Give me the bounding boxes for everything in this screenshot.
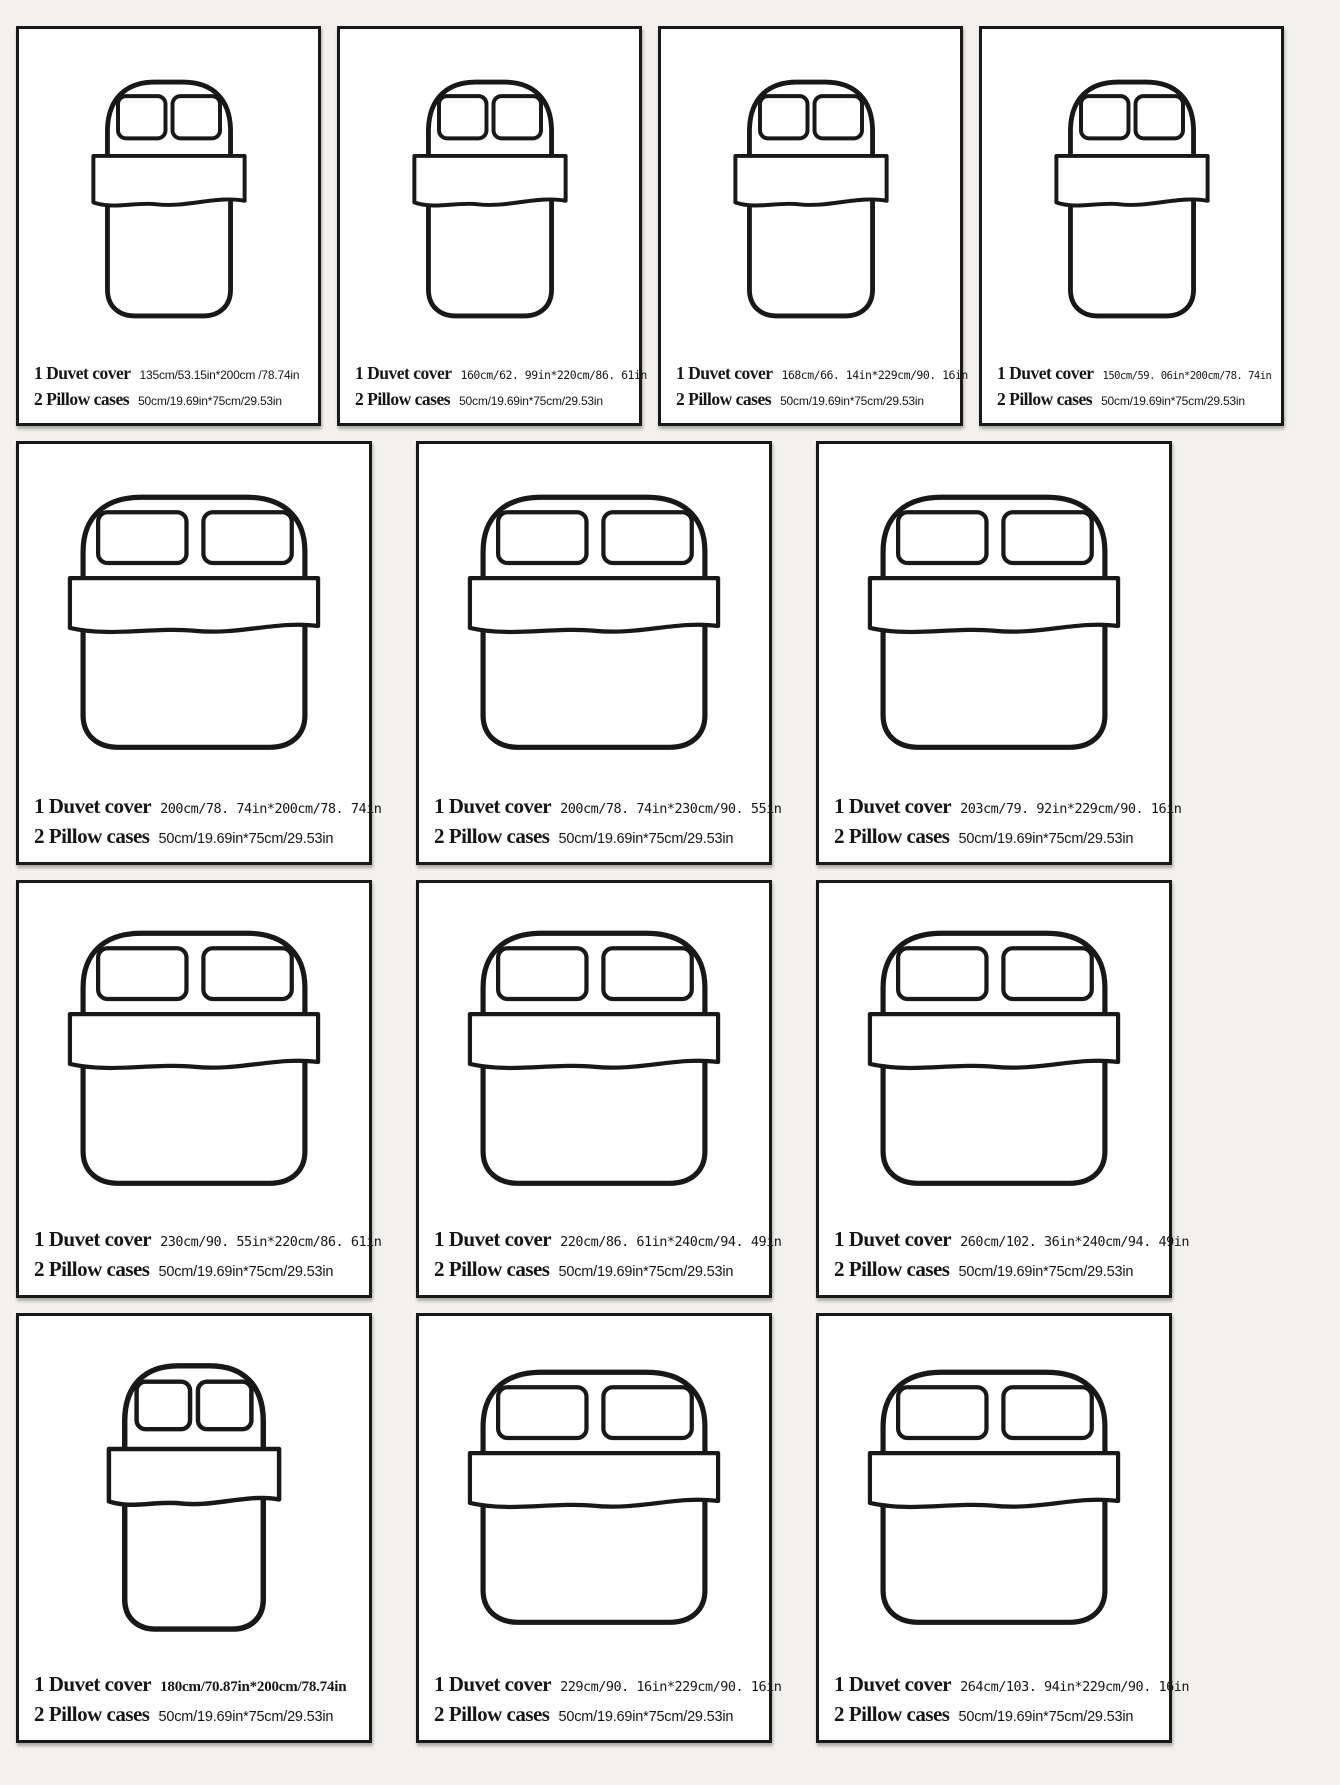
pillow-left <box>98 512 186 563</box>
bed-top-view-icon <box>453 482 735 755</box>
pillow-count-label: 2 Pillow cases <box>834 1702 950 1726</box>
pillow-count-label: 2 Pillow cases <box>34 389 130 409</box>
duvet-count-label: 1 Duvet cover <box>34 1672 152 1696</box>
pillow-size-value: 50cm/19.69in*75cm/29.53in <box>958 831 1134 847</box>
pillow-left <box>760 96 807 138</box>
bed-illustration <box>982 29 1281 358</box>
duvet-fold-band <box>870 578 1118 632</box>
pillow-spec-line <box>834 824 1161 849</box>
pillow-spec-line <box>434 1257 761 1282</box>
size-specs <box>819 1667 1189 1740</box>
pillow-size-value: 50cm/19.69in*75cm/29.53in <box>158 1264 334 1280</box>
bed-illustration <box>19 1316 369 1667</box>
size-specs <box>419 1222 782 1295</box>
bed-illustration <box>19 444 369 789</box>
pillow-spec-line <box>834 1702 1161 1727</box>
bed-top-view-icon <box>853 482 1135 755</box>
pillow-size-value: 50cm/19.69in*75cm/29.53in <box>958 1264 1134 1280</box>
pillow-left <box>1081 96 1128 138</box>
pillow-left <box>137 1382 190 1430</box>
size-specs <box>982 358 1281 423</box>
duvet-fold-band <box>470 1453 718 1507</box>
pillow-right <box>1003 948 1091 999</box>
bed-top-view-icon <box>402 68 578 323</box>
size-panel <box>337 26 647 426</box>
size-specs <box>819 1222 1189 1295</box>
bed-top-view-icon <box>53 918 335 1191</box>
duvet-fold-band <box>470 1014 718 1068</box>
pillow-left <box>898 948 986 999</box>
pillow-size-value: 50cm/19.69in*75cm/29.53in <box>558 1709 734 1725</box>
bed-illustration <box>340 29 639 358</box>
duvet-spec-line <box>676 363 968 384</box>
duvet-spec-line <box>355 363 647 384</box>
duvet-spec-line <box>434 1672 782 1697</box>
duvet-count-label: 1 Duvet cover <box>834 794 952 818</box>
duvet-fold-band <box>735 156 886 206</box>
duvet-spec-line <box>434 1227 782 1252</box>
size-specs <box>19 1667 369 1740</box>
duvet-fold-band <box>70 578 318 632</box>
pillow-count-label: 2 Pillow cases <box>434 1257 550 1281</box>
size-panel <box>16 1313 372 1743</box>
pillow-count-label: 2 Pillow cases <box>676 389 772 409</box>
duvet-fold-band <box>870 1014 1118 1068</box>
duvet-count-label: 1 Duvet cover <box>355 363 452 383</box>
bed-top-view-icon <box>853 918 1135 1191</box>
bed-top-view-icon <box>723 68 899 323</box>
pillow-spec-line <box>34 389 310 410</box>
pillow-spec-line <box>34 1257 361 1282</box>
pillow-size-value: 50cm/19.69in*75cm/29.53in <box>138 394 282 408</box>
size-specs <box>19 358 318 423</box>
pillow-right <box>603 948 691 999</box>
bed-illustration <box>419 1316 769 1667</box>
duvet-size-value: 203cm/79. 92in*229cm/90. 16in <box>960 801 1182 817</box>
pillow-spec-line <box>34 1702 361 1727</box>
duvet-fold-band <box>870 1453 1118 1507</box>
pillow-right <box>1003 512 1091 563</box>
size-specs <box>419 789 782 862</box>
pillow-count-label: 2 Pillow cases <box>434 1702 550 1726</box>
pillow-spec-line <box>997 389 1273 410</box>
size-specs <box>19 789 382 862</box>
duvet-size-value: 220cm/86. 61in*240cm/94. 49in <box>560 1234 782 1250</box>
duvet-size-value: 200cm/78. 74in*200cm/78. 74in <box>160 801 382 817</box>
size-panel <box>979 26 1284 426</box>
bed-illustration <box>819 883 1169 1222</box>
size-panel <box>416 1313 782 1743</box>
size-chart-row-3 <box>16 880 1326 1298</box>
size-specs <box>19 1222 382 1295</box>
duvet-count-label: 1 Duvet cover <box>997 363 1094 383</box>
duvet-count-label: 1 Duvet cover <box>34 794 152 818</box>
size-specs <box>419 1667 782 1740</box>
duvet-count-label: 1 Duvet cover <box>834 1227 952 1251</box>
pillow-right <box>203 948 291 999</box>
pillow-size-value: 50cm/19.69in*75cm/29.53in <box>558 831 734 847</box>
size-specs <box>340 358 647 423</box>
duvet-size-value: 229cm/90. 16in*229cm/90. 16in <box>560 1679 782 1695</box>
pillow-count-label: 2 Pillow cases <box>997 389 1093 409</box>
duvet-size-value: 135cm/53.15in*200cm /78.74in <box>139 368 300 382</box>
size-panel <box>416 880 782 1298</box>
size-panel <box>416 441 782 865</box>
pillow-right <box>1135 96 1182 138</box>
pillow-right <box>172 96 219 138</box>
duvet-spec-line <box>34 1227 382 1252</box>
duvet-size-value: 264cm/103. 94in*229cm/90. 16in <box>960 1679 1189 1695</box>
pillow-size-value: 50cm/19.69in*75cm/29.53in <box>958 1709 1134 1725</box>
duvet-spec-line <box>34 794 382 819</box>
pillow-spec-line <box>34 824 361 849</box>
duvet-spec-line <box>997 363 1273 384</box>
pillow-size-value: 50cm/19.69in*75cm/29.53in <box>158 831 334 847</box>
pillow-count-label: 2 Pillow cases <box>34 824 150 848</box>
duvet-size-value: 160cm/62. 99in*220cm/86. 61in <box>460 368 647 382</box>
pillow-size-value: 50cm/19.69in*75cm/29.53in <box>1101 394 1245 408</box>
bed-top-view-icon <box>1044 68 1220 323</box>
size-chart-row-2 <box>16 441 1326 865</box>
size-panel <box>816 1313 1189 1743</box>
duvet-size-value: 168cm/66. 14in*229cm/90. 16in <box>781 368 968 382</box>
bed-illustration <box>661 29 960 358</box>
duvet-spec-line <box>34 1672 361 1697</box>
pillow-spec-line <box>434 1702 761 1727</box>
pillow-left <box>898 1387 986 1438</box>
bed-top-view-icon <box>453 1357 735 1630</box>
pillow-count-label: 2 Pillow cases <box>34 1257 150 1281</box>
size-panel <box>816 441 1182 865</box>
pillow-count-label: 2 Pillow cases <box>834 824 950 848</box>
bed-top-view-icon <box>95 1350 293 1637</box>
duvet-fold-band <box>470 578 718 632</box>
size-specs <box>661 358 968 423</box>
pillow-left <box>439 96 486 138</box>
duvet-size-value: 150cm/59. 06in*200cm/78. 74in <box>1102 370 1272 382</box>
duvet-size-value: 260cm/102. 36in*240cm/94. 49in <box>960 1234 1189 1250</box>
pillow-count-label: 2 Pillow cases <box>34 1702 150 1726</box>
pillow-count-label: 2 Pillow cases <box>355 389 451 409</box>
pillow-right <box>1003 1387 1091 1438</box>
bed-illustration <box>819 1316 1169 1667</box>
pillow-left <box>498 512 586 563</box>
bed-top-view-icon <box>853 1357 1135 1630</box>
bed-illustration <box>19 883 369 1222</box>
pillow-right <box>603 1387 691 1438</box>
bed-illustration <box>419 883 769 1222</box>
bed-illustration <box>819 444 1169 789</box>
pillow-spec-line <box>434 824 761 849</box>
bed-top-view-icon <box>53 482 335 755</box>
pillow-size-value: 50cm/19.69in*75cm/29.53in <box>459 394 603 408</box>
duvet-count-label: 1 Duvet cover <box>434 1227 552 1251</box>
duvet-count-label: 1 Duvet cover <box>434 794 552 818</box>
pillow-right <box>603 512 691 563</box>
bed-illustration <box>19 29 318 358</box>
duvet-size-value: 180cm/70.87in*200cm/78.74in <box>160 1679 347 1695</box>
duvet-spec-line <box>434 794 782 819</box>
duvet-spec-line <box>834 1672 1189 1697</box>
duvet-count-label: 1 Duvet cover <box>834 1672 952 1696</box>
duvet-fold-band <box>414 156 565 206</box>
duvet-count-label: 1 Duvet cover <box>34 363 131 383</box>
pillow-size-value: 50cm/19.69in*75cm/29.53in <box>558 1264 734 1280</box>
pillow-spec-line <box>355 389 631 410</box>
pillow-left <box>898 512 986 563</box>
duvet-spec-line <box>834 794 1182 819</box>
pillow-left <box>98 948 186 999</box>
size-panel <box>816 880 1189 1298</box>
size-panel <box>16 441 382 865</box>
duvet-size-value: 230cm/90. 55in*220cm/86. 61in <box>160 1234 382 1250</box>
pillow-size-value: 50cm/19.69in*75cm/29.53in <box>780 394 924 408</box>
pillow-count-label: 2 Pillow cases <box>434 824 550 848</box>
pillow-right <box>493 96 540 138</box>
pillow-left <box>498 948 586 999</box>
pillow-spec-line <box>676 389 952 410</box>
size-specs <box>819 789 1182 862</box>
bed-top-view-icon <box>453 918 735 1191</box>
duvet-count-label: 1 Duvet cover <box>676 363 773 383</box>
duvet-size-value: 200cm/78. 74in*230cm/90. 55in <box>560 801 782 817</box>
duvet-spec-line <box>834 1227 1189 1252</box>
duvet-fold-band <box>109 1449 279 1505</box>
pillow-right <box>198 1382 251 1430</box>
duvet-count-label: 1 Duvet cover <box>34 1227 152 1251</box>
duvet-fold-band <box>1056 156 1207 206</box>
pillow-left <box>498 1387 586 1438</box>
pillow-right <box>814 96 861 138</box>
duvet-spec-line <box>34 363 310 384</box>
bed-top-view-icon <box>81 68 257 323</box>
size-chart-row-1 <box>16 26 1326 426</box>
pillow-left <box>118 96 165 138</box>
duvet-count-label: 1 Duvet cover <box>434 1672 552 1696</box>
size-chart-row-4 <box>16 1313 1326 1743</box>
size-panel <box>16 880 382 1298</box>
duvet-fold-band <box>70 1014 318 1068</box>
pillow-size-value: 50cm/19.69in*75cm/29.53in <box>158 1709 334 1725</box>
size-panel <box>16 26 321 426</box>
pillow-right <box>203 512 291 563</box>
duvet-fold-band <box>93 156 244 206</box>
size-panel <box>658 26 968 426</box>
pillow-spec-line <box>834 1257 1161 1282</box>
bed-illustration <box>419 444 769 789</box>
pillow-count-label: 2 Pillow cases <box>834 1257 950 1281</box>
